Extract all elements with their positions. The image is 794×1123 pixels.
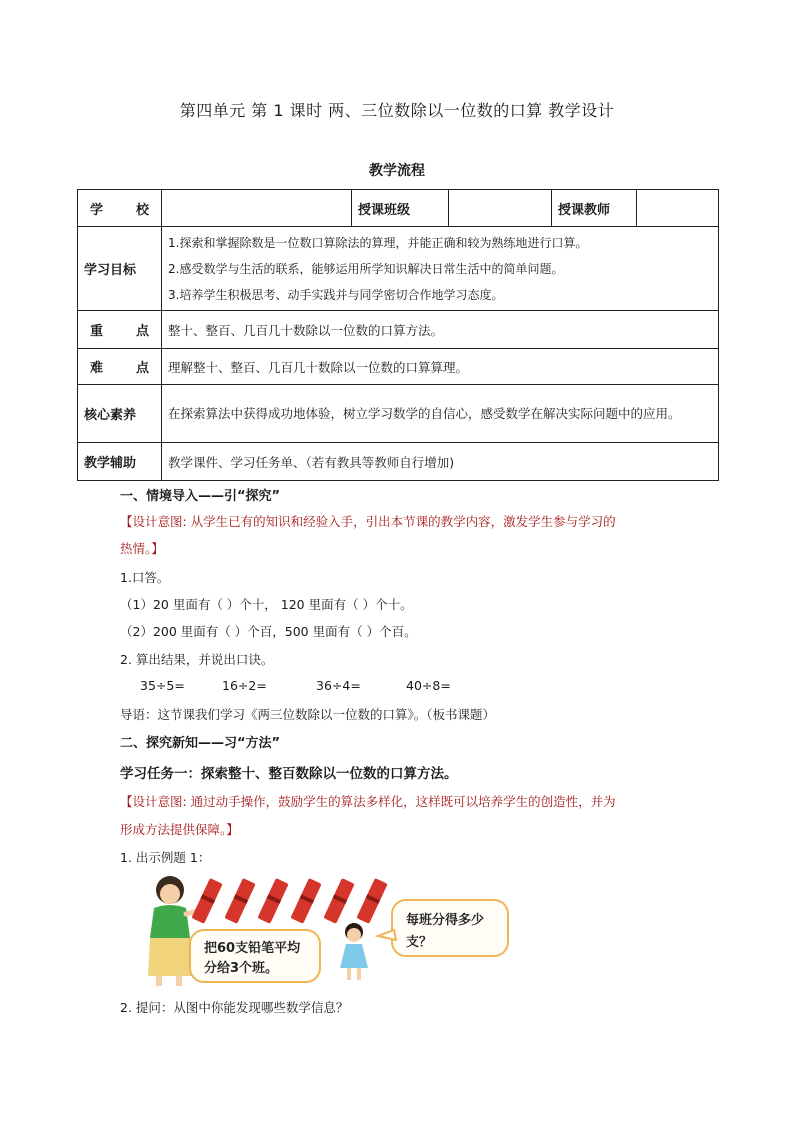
difficult-point-label: 难 点 xyxy=(78,349,162,385)
lesson-info-table xyxy=(77,189,719,481)
calc-item: 16÷2= xyxy=(222,678,267,693)
goal-item: 2.感受数学与生活的联系，能够运用所学知识解决日常生活中的简单问题。 xyxy=(168,261,564,276)
svg-text:每班分得多少: 每班分得多少 xyxy=(406,913,485,928)
difficult-point-value: 理解整十、整百、几百几十数除以一位数的口算算理。 xyxy=(162,349,719,385)
aids-value: 教学课件、学习任务单、（若有教具等教师自行增加) xyxy=(162,443,719,481)
design-intent-1: 【设计意图: 从学生已有的知识和经验入手，引出本节课的教学内容，激发学生参与学习的 xyxy=(120,514,616,529)
design-intent-2: 【设计意图: 通过动手操作，鼓励学生的算法多样化，这样既可以培养学生的创造性，并为 xyxy=(120,794,616,809)
goal-item: 1.探索和掌握除数是一位数口算除法的算理，并能正确和较为熟练地进行口算。 xyxy=(168,235,588,250)
example-1-label: 1. 出示例题 1： xyxy=(120,850,211,865)
svg-text:支？: 支？ xyxy=(406,935,433,950)
literacy-label: 核心素养 xyxy=(78,385,162,443)
calc-item: 36÷4= xyxy=(316,678,361,693)
svg-text:把60支铅笔平均: 把60支铅笔平均 xyxy=(204,941,301,956)
document-title: 第四单元 第 1 课时 两、三位数除以一位数的口算 教学设计 xyxy=(179,101,615,120)
aids-label: 教学辅助 xyxy=(78,443,162,481)
calc-item: 40÷8= xyxy=(406,678,451,693)
class-value xyxy=(449,190,552,227)
girl-figure xyxy=(340,923,368,980)
key-point-value: 整十、整百、几百几十数除以一位数的口算方法。 xyxy=(162,311,719,349)
goals-label: 学习目标 xyxy=(78,227,162,311)
question-1: 1.口答。 xyxy=(120,570,170,585)
goals-cell xyxy=(162,227,719,311)
section-subtitle: 教学流程 xyxy=(369,163,425,179)
section-heading-explore: 二、探究新知——习“方法” xyxy=(120,736,281,751)
section-heading-intro: 一、情境导入——引“探究” xyxy=(120,489,281,504)
girl-speech-bubble xyxy=(378,900,508,956)
question-1-1: （1）20 里面有（ ）个十， 120 里面有（ ）个十。 xyxy=(120,597,413,612)
school-value xyxy=(162,190,352,227)
svg-text:分给3个班。: 分给3个班。 xyxy=(204,961,279,976)
goal-item: 3.培养学生积极思考、动手实践并与同学密切合作地学习态度。 xyxy=(168,287,504,302)
design-intent-2-cont: 形成方法提供保障。】 xyxy=(120,822,239,837)
question-1-2: （2）200 里面有（ ）个百，500 里面有（ ）个百。 xyxy=(120,624,417,639)
question-2: 2. 算出结果，并说出口诀。 xyxy=(120,652,274,667)
pencil-bundles xyxy=(191,878,387,924)
question-prompt: 2. 提问：从图中你能发现哪些数学信息？ xyxy=(120,1000,349,1015)
learning-task-1: 学习任务一：探索整十、整百数除以一位数的口算方法。 xyxy=(120,766,458,782)
example-illustration xyxy=(140,868,520,988)
guide-text: 导语：这节课我们学习《两三位数除以一位数的口算》。（板书课题） xyxy=(120,707,496,722)
school-label: 学 校 xyxy=(78,190,162,227)
teacher-label: 授课教师 xyxy=(552,190,637,227)
calc-item: 35÷5= xyxy=(140,678,185,693)
key-point-label: 重 点 xyxy=(78,311,162,349)
literacy-value: 在探索算法中获得成功地体验，树立学习数学的自信心，感受数学在解决实际问题中的应用。 xyxy=(162,385,719,443)
teacher-value xyxy=(637,190,719,227)
design-intent-1-cont: 热情。】 xyxy=(120,541,164,556)
teacher-speech-bubble xyxy=(190,930,320,982)
class-label: 授课班级 xyxy=(352,190,449,227)
